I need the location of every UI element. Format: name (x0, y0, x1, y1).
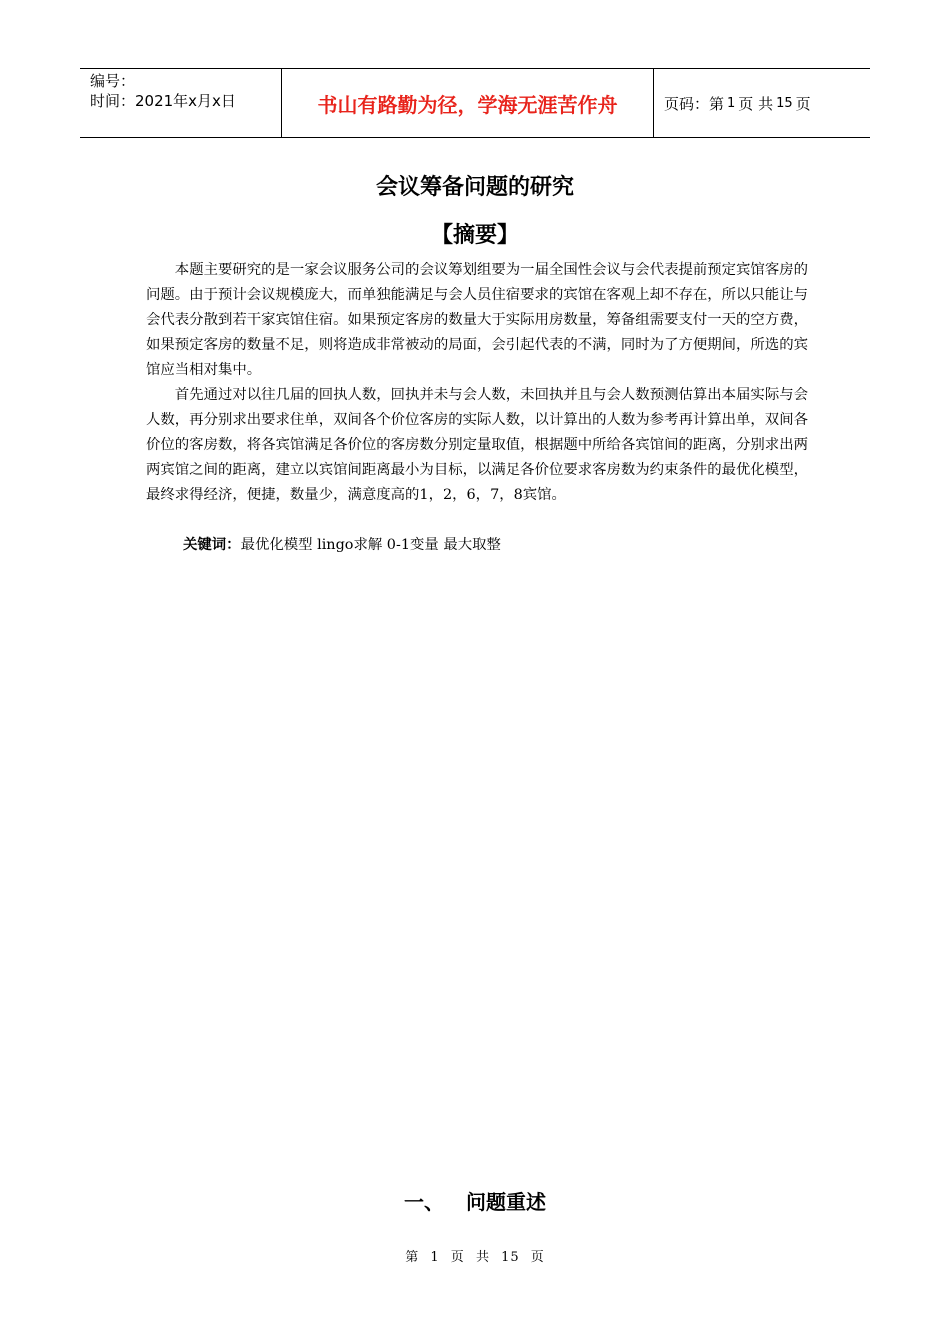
keywords-line (183, 533, 501, 558)
section-title: 问题重述 (466, 1190, 546, 1214)
document-title: 会议筹备问题的研究 (375, 175, 574, 200)
abstract-heading: 【摘要】 (430, 223, 519, 248)
abstract-paragraph-1: 本题主要研究的是一家会议服务公司的会议筹划组要为一届全国性会议与会代表提前预定宾馆客房的问题。由于预计会议规模庞大，而单独能满足与会人员住宿要求的宾馆在客观上却不存在，所以只能让与会代表分散到若干家宾馆住宿。如果预定客房的数量大于实际用房数量，筹备组需要支付一天的空方费，如果预定客房的数量不足，则将造成非常被动的局面，会引起代表的不满，同时为了方便期间，所选的宾馆应当相对集中。 (146, 262, 808, 378)
footer-mid1: 页 (450, 1250, 465, 1265)
header-motto: 书山有路勤为径，学海无涯苦作舟 (281, 69, 654, 137)
time-label: 时间：2021年x月x日 (90, 92, 236, 110)
section-heading (0, 1186, 950, 1215)
section-number: 一、 (404, 1190, 444, 1214)
page-header (80, 68, 870, 138)
page-footer (0, 1246, 950, 1265)
footer-total: 15 (501, 1250, 520, 1265)
page-suffix: 页 (795, 94, 811, 113)
header-meta (80, 69, 281, 137)
page-total: 15 (776, 95, 793, 111)
serial-label: 编号： (90, 72, 136, 90)
page-current: 1 (727, 95, 736, 111)
page-prefix: 页码：第 (664, 94, 725, 113)
footer-suffix: 页 (530, 1250, 545, 1265)
header-page-number (654, 69, 870, 137)
abstract-body (146, 258, 810, 508)
footer-current: 1 (430, 1250, 440, 1265)
keywords-text: 最优化模型 lingo求解 0-1变量 最大取整 (240, 537, 501, 553)
keywords-label: 关键词： (183, 537, 241, 553)
footer-mid2: 共 (475, 1250, 490, 1265)
page-mid: 页 共 (738, 94, 774, 113)
abstract-paragraph-2: 首先通过对以往几届的回执人数，回执并未与会人数，未回执并且与会人数预测估算出本届实际与会人数，再分别求出要求住单，双间各个价位客房的实际人数，以计算出的人数为参考再计算出单，双间各价位的客房数，将各宾馆满足各价位的客房数分别定量取值，根据题中所给各宾馆间的距离，分别求出两两宾馆之间的距离，建立以宾馆间距离最小为目标，以满足各价位要求客房数为约束条件的最优化模型，最终求得经济，便捷，数量少，满意度高的1，2，6，7，8宾馆。 (146, 387, 808, 503)
footer-prefix: 第 (405, 1250, 420, 1265)
